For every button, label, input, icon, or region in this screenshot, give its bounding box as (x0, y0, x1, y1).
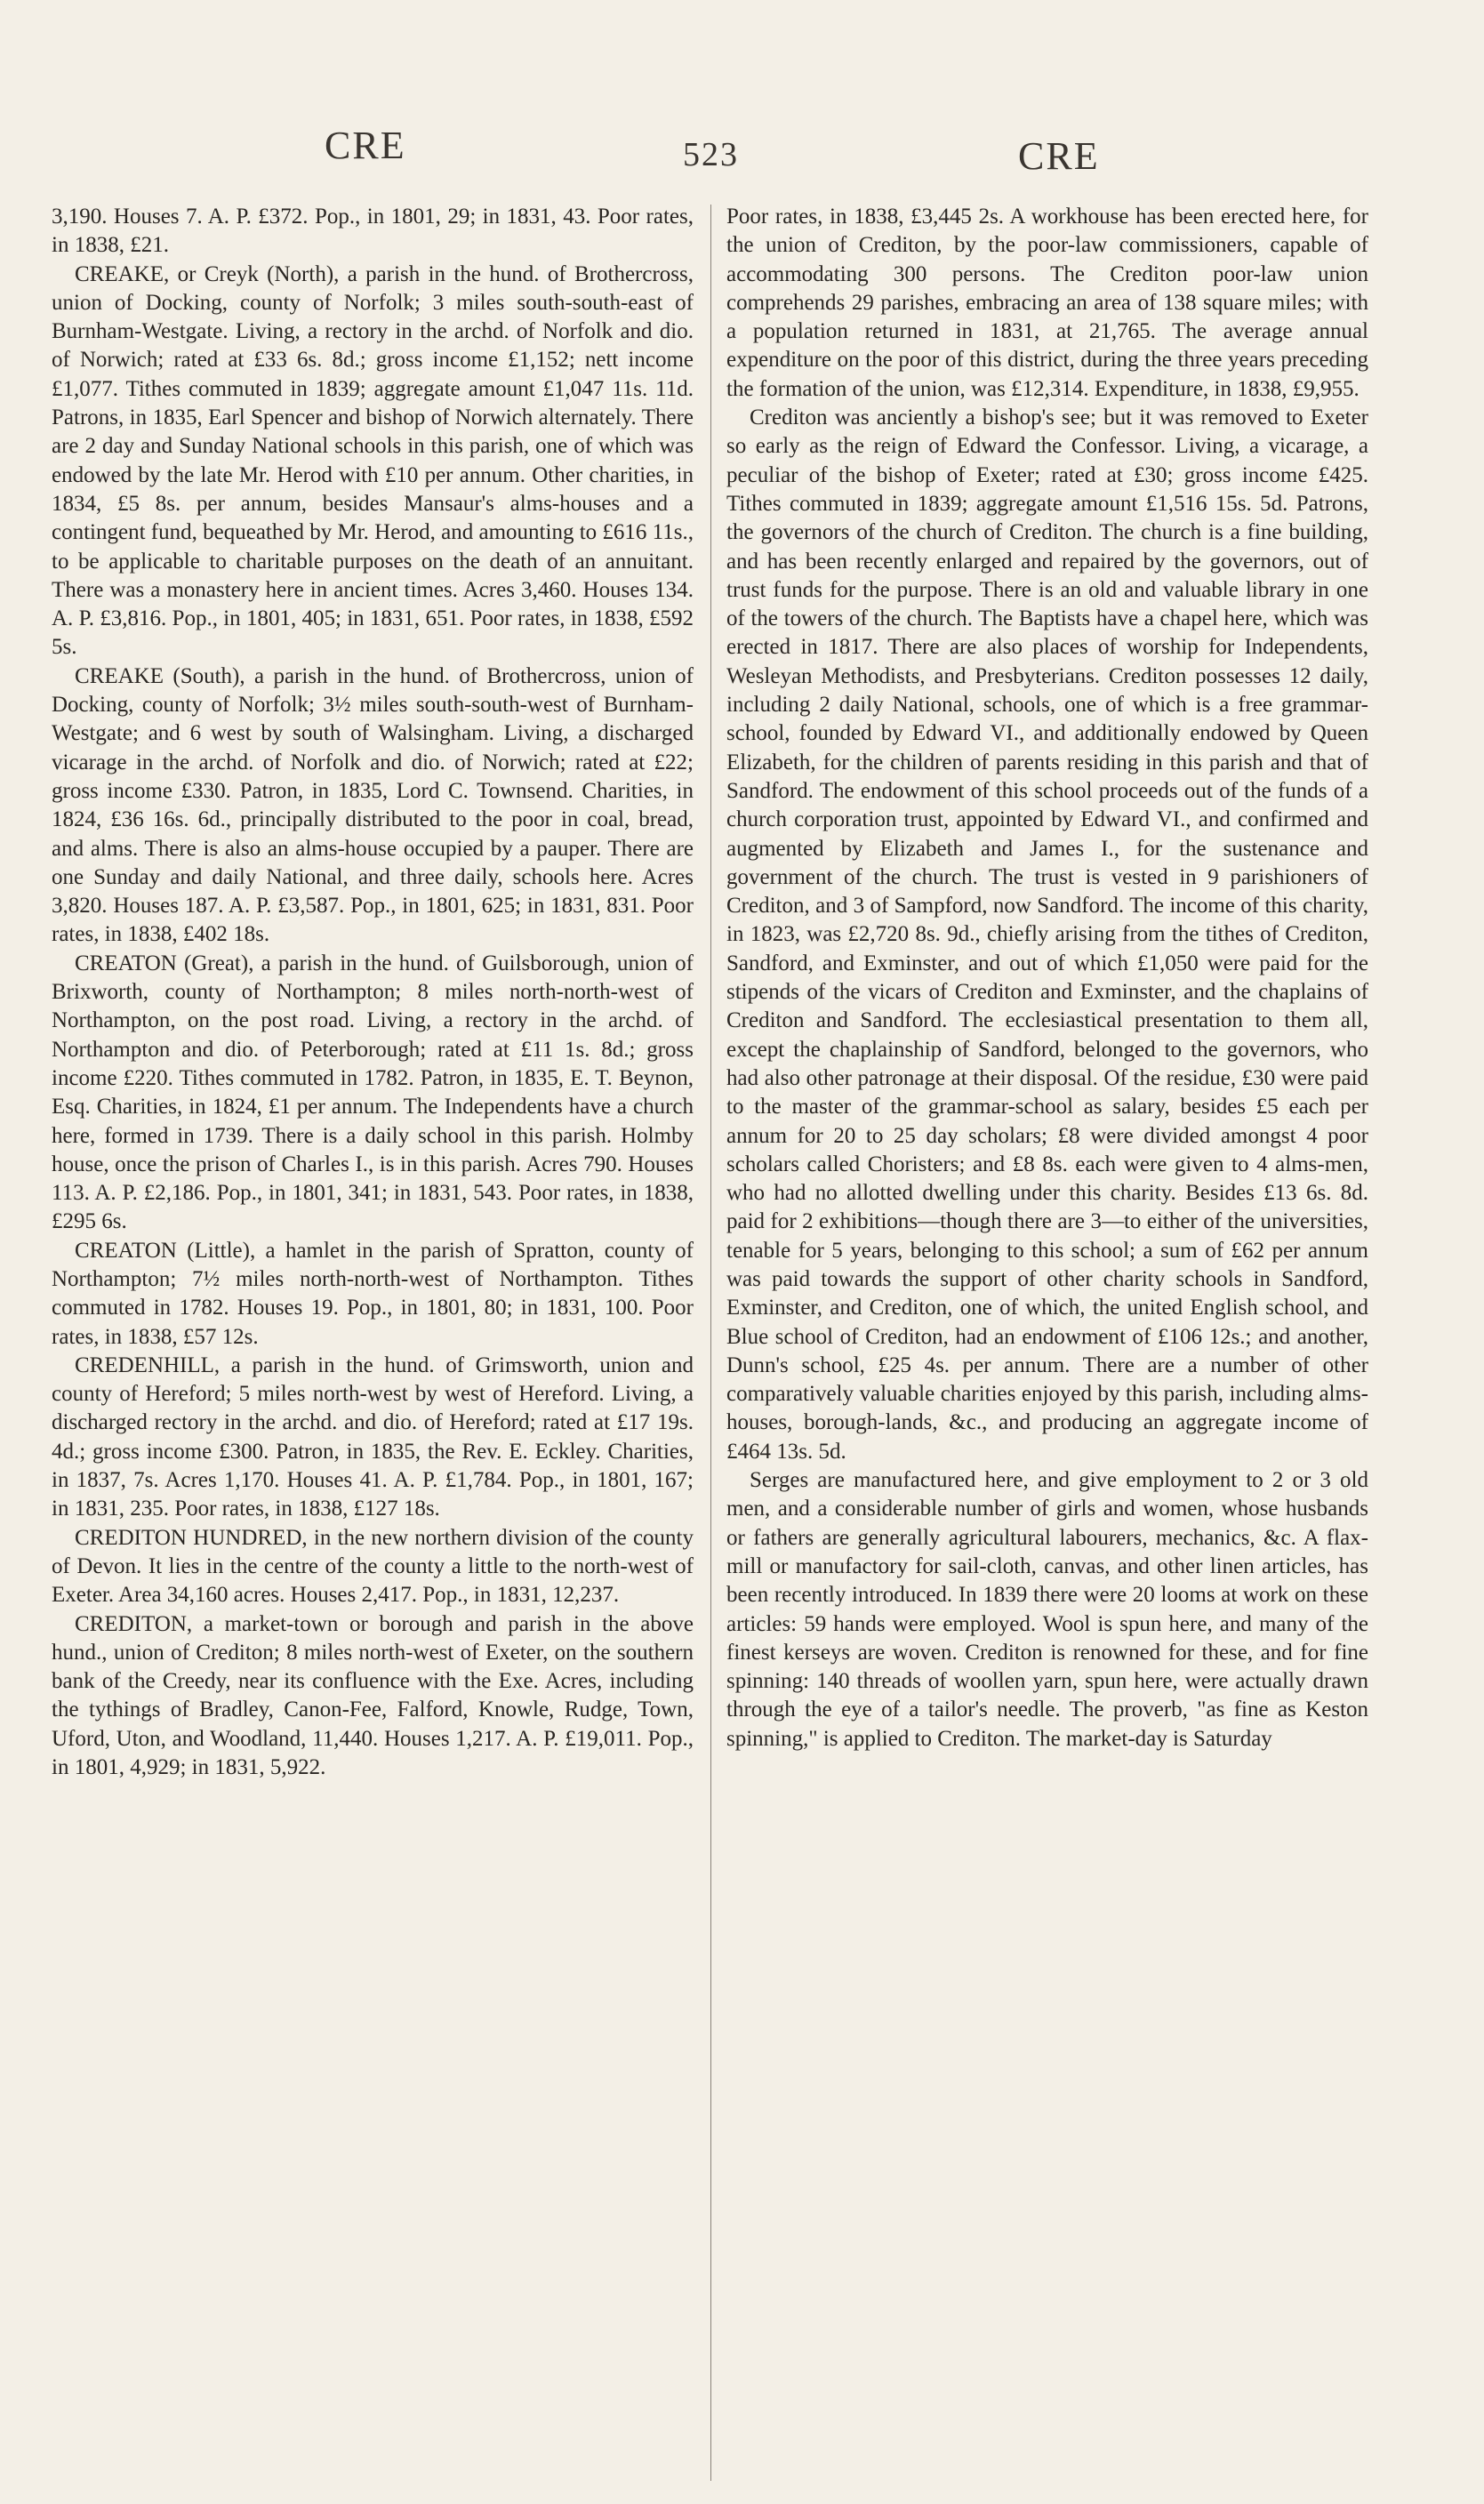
entry-continuation: 3,190. Houses 7. A. P. £372. Pop., in 1801, 29; in 1831, 43. Poor rates, in 1838, £21. (52, 205, 694, 258)
running-header (0, 123, 1484, 176)
right-column (726, 203, 1368, 2490)
entry-creake-south: CREAKE (South), a parish in the hund. of Brothercross, union of Docking, county of Norfolk; 3½ miles south-south-west of Burnham-Westgate; and 6 west by south of Walsingham. Living, a discharged vicarage in the archd. of Norfolk and dio. of Norwich; rated at £22; gross income £330. Patron, in 1835, Lord C. Townsend. Charities, in 1824, £36 16s. 6d., principally distributed to the poor in coal, bread, and alms. There is also an alms-house occupied by a pauper. There are one Sunday and daily National, and three daily, schools here. Acres 3,820. Houses 187. A. P. £3,587. Pop., in 1801, 625; in 1831, 831. Poor rates, in 1838, £402 18s. (52, 663, 694, 947)
page-number: 523 (683, 136, 739, 173)
header-right-guide: CRE (1018, 134, 1100, 178)
entry-creaton-little: CREATON (Little), a hamlet in the parish of Spratton, county of Northampton; 7½ miles north-north-west of Northampton. Tithes commuted in 1782. Houses 19. Pop., in 1801, 80; in 1831, 100. Poor rates, in 1838, £57 12s. (52, 1238, 694, 1349)
column-divider (710, 205, 711, 2481)
crediton-poor-rates: Poor rates, in 1838, £3,445 2s. A workhouse has been erected here, for the union of Crediton, by the poor-law commissioners, capable of accommodating 300 persons. The Crediton poor-law union comprehends 29 parishes, embracing an area of 138 square miles; with a population returned in 1831, at 21,765. The average annual expenditure on the poor of this district, during the three years preceding the formation of the union, was £12,314. Expenditure, in 1838, £9,955. (726, 205, 1368, 401)
header-left-guide: CRE (325, 124, 406, 167)
entry-creaton-great: CREATON (Great), a parish in the hund. of Guilsborough, union of Brixworth, county of Northampton; 8 miles north-north-west of Northampton, on the post road. Living, a rectory in the archd. of Northampton and dio. of Peterborough; rated at £11 1s. 8d.; gross income £220. Tithes commuted in 1782. Patron, in 1835, E. T. Beynon, Esq. Charities, in 1824, £1 per annum. The Independents have a church here, formed in 1739. There is a daily school in this parish. Holmby house, once the prison of Charles I., is in this parish. Acres 790. Houses 113. A. P. £2,186. Pop., in 1801, 341; in 1831, 543. Poor rates, in 1838, £295 6s. (52, 951, 694, 1234)
entry-crediton-hundred: CREDITON HUNDRED, in the new northern division of the county of Devon. It lies in the centre of the county a little to the north-west of Exeter. Area 34,160 acres. Houses 2,417. Pop., in 1831, 12,237. (52, 1525, 694, 1608)
crediton-manufactures: Serges are manufactured here, and give employment to 2 or 3 old men, and a considerable number of girls and women, whose husbands or fathers are generally agricultural labourers, mechanics, &c. A flax-mill or manufactory for sail-cloth, canvas, and other linen articles, has been recently introduced. In 1839 there were 20 looms at work on these articles: 59 hands were employed. Wool is spun here, and many of the finest kerseys are woven. Crediton is renowned for these, and for fine spinning: 140 threads of woollen yarn, spun here, were actually drawn through the eye of a tailor's needle. The proverb, "as fine as Keston spinning," is applied to Crediton. The market-day is Saturday (726, 1468, 1368, 1751)
crediton-history: Crediton was anciently a bishop's see; but it was removed to Exeter so early as the reign of Edward the Confessor. Living, a vicarage, a peculiar of the bishop of Exeter; rated at £30; gross income £425. Tithes commuted in 1839; aggregate amount £1,516 15s. 5d. Patrons, the governors of the church of Crediton. The church is a fine building, and has been recently enlarged and repaired by the governors, out of trust funds for the purpose. There is an old and valuable library in one of the towers of the church. The Baptists have a chapel here, which was erected in 1817. There are also places of worship for Independents, Wesleyan Methodists, and Presbyterians. Crediton possesses 12 daily, including 2 daily National, schools, one of which is a free grammar-school, founded by Edward VI., and additionally endowed by Queen Elizabeth, for the children of parents residing in this parish and that of Sandford. The endowment of this school proceeds out of the funds of a church corporation trust, appointed by Edward VI., and confirmed and augmented by Elizabeth and James I., for the sustenance and government of the church. The trust is vested in 9 parishioners of Crediton, and 3 of Sampford, now Sandford. The income of this charity, in 1823, was £2,720 8s. 9d., chiefly arising from the tithes of Crediton, Sandford, and Exminster, and out of which £1,050 were paid for the stipends of the vicars of Crediton and Exminster, and the chaplains of Crediton and Sandford. The ecclesiastical presentation to them all, except the chaplainship of Sandford, belonged to the governors, who had also other patronage at their disposal. Of the residue, £30 were paid to the master of the grammar-school as salary, besides £5 each per annum for 20 to 25 day scholars; £8 were divided amongst 4 poor scholars called Choristers; and £8 8s. each were given to 4 alms-men, who had no allotted dwelling under this charity. Besides £13 6s. 8d. paid for 2 exhibitions—though there are 3—to either of the universities, tenable for 5 years, belonging to this school; a sum of £62 per annum was paid towards the support of other charity schools in Sandford, Exminster, and Crediton, one of which, the united English school, and Blue school of Crediton, had an endowment of £106 12s.; and another, Dunn's school, £25 4s. per annum. There are a number of other comparatively valuable charities enjoyed by this parish, including alms-houses, borough-lands, &c., and producing an aggregate income of £464 13s. 5d. (726, 405, 1368, 1464)
entry-crediton: CREDITON, a market-town or borough and parish in the above hund., union of Crediton; 8 miles north-west of Exeter, on the southern bank of the Creedy, near its confluence with the Exe. Acres, including the tythings of Bradley, Canon-Fee, Falford, Knowle, Rudge, Town, Uford, Uton, and Woodland, 11,440. Houses 1,217. A. P. £19,011. Pop., in 1801, 4,929; in 1831, 5,922. (52, 1611, 694, 1780)
left-column (52, 203, 694, 2490)
entry-creake-north: CREAKE, or Creyk (North), a parish in the hund. of Brothercross, union of Docking, county of Norfolk; 3 miles south-south-east of Burnham-Westgate. Living, a rectory in the archd. of Norfolk and dio. of Norwich; rated at £33 6s. 8d.; gross income £1,152; nett income £1,077. Tithes commuted in 1839; aggregate amount £1,047 11s. 11d. Patrons, in 1835, Earl Spencer and bishop of Norwich alternately. There are 2 day and Sunday National schools in this parish, one of which was endowed by the late Mr. Herod with £10 per annum. Other charities, in 1834, £5 8s. per annum, besides Mansaur's alms-houses and a contingent fund, bequeathed by Mr. Herod, and amounting to £616 11s., to be applicable to charitable purposes on the death of an annuitant. There was a monastery here in ancient times. Acres 3,460. Houses 134. A. P. £3,816. Pop., in 1801, 405; in 1831, 651. Poor rates, in 1838, £592 5s. (52, 261, 694, 660)
entry-credenhill: CREDENHILL, a parish in the hund. of Grimsworth, union and county of Hereford; 5 miles north-west by west of Hereford. Living, a discharged rectory in the archd. and dio. of Hereford; rated at £17 19s. 4d.; gross income £300. Patron, in 1835, the Rev. E. Eckley. Charities, in 1837, 7s. Acres 1,170. Houses 41. A. P. £1,784. Pop., in 1801, 167; in 1831, 235. Poor rates, in 1838, £127 18s. (52, 1352, 694, 1521)
